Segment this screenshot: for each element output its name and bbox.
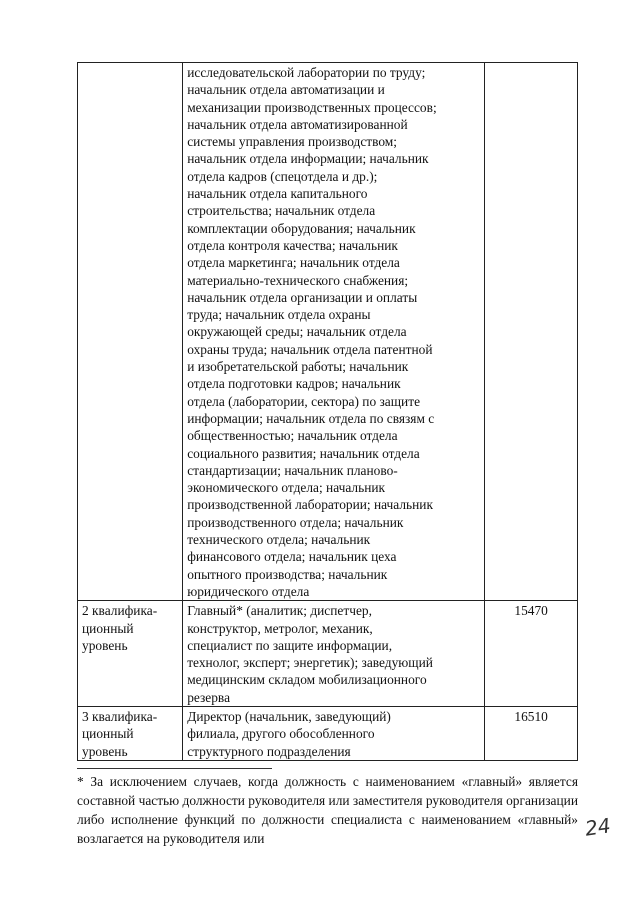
qualification-level-cell: 2 квалифика- ционный уровень [78,601,183,707]
positions-cell: Главный* (аналитик; диспетчер, конструктор, метролог, механик, специалист по защите информации, технолог, эксперт; энергетик); заведующий медицинским складом мобилизационного резерва [183,601,485,707]
table-row [78,63,578,601]
positions-cell: Директор (начальник, заведующий) филиала, другого обособленного структурного подразделения [183,706,485,760]
handwritten-page-number: 24 [583,813,612,841]
salary-cell: 16510 [485,706,578,760]
table-row [78,706,578,760]
table-row [78,601,578,707]
salary-cell: 15470 [485,601,578,707]
footnote: * За исключением случаев, когда должность с наименованием «главный» является составной частью должности руководителя или заместителя руководителя организации либо исполнение функций по должности специалиста с наименованием «главный» возлагается на руководителя или [77,774,578,846]
salary-table [77,62,578,761]
salary-cell [485,63,578,601]
qualification-level-cell: 3 квалифика- ционный уровень [78,706,183,760]
qualification-level-cell [78,63,183,601]
positions-cell: исследовательской лаборатории по труду; начальник отдела автоматизации и механизации производственных процессов; начальник отдела автоматизированной системы управления производством; начальник отдела информации; начальник отдела кадров (спецотдела и др.); начальник отдела капитального строительства; начальник отдела комплектации оборудования; начальник отдела контроля качества; начальник отдела маркетинга; начальник отдела материально-технического снабжения; начальник отдела организации и оплаты труда; начальник отдела охраны окружающей среды; начальник отдела охраны труда; начальник отдела патентной и изобретательской работы; начальник отдела подготовки кадров; начальник отдела (лаборатории, сектора) по защите информации; начальник отдела по связям с общественностью; начальник отдела социального развития; начальник отдела стандартизации; начальник планово- экономического отдела; начальник производственной лаборатории; начальник производственного отдела; начальник технического отдела; начальник финансового отдела; начальник цеха опытного производства; начальник юридического отдела [183,63,485,601]
footnote-divider [77,768,272,769]
